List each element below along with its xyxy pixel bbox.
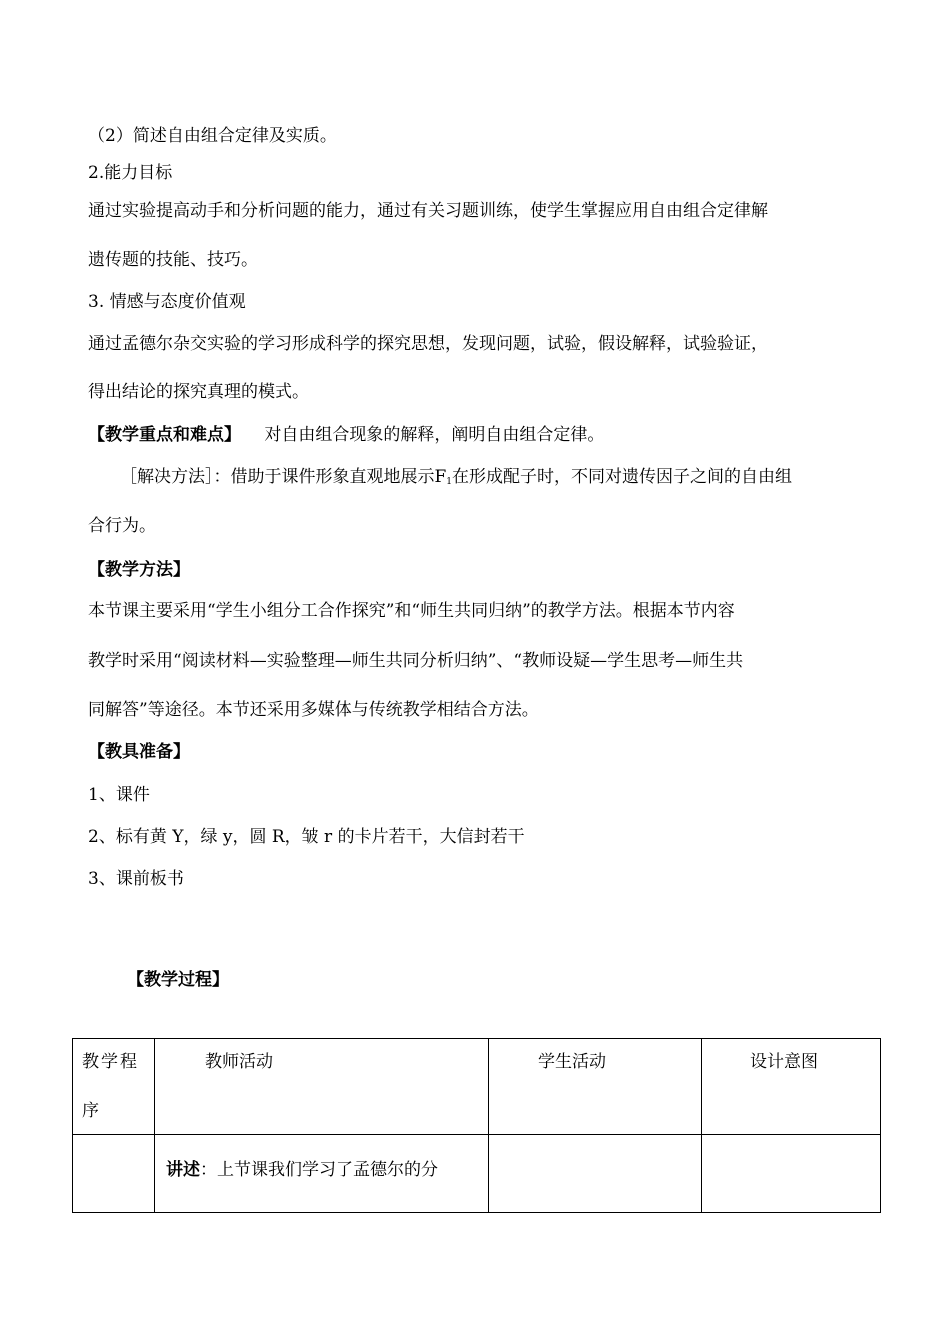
solution-subscript: 1 [446, 477, 453, 487]
emotion-text-line2: 得出结论的探究真理的模式。 [88, 382, 309, 402]
row1-design [702, 1135, 881, 1213]
materials-item-2: 2、标有黄 Y，绿 y，圆 R，皱 r 的卡片若干，大信封若干 [88, 827, 525, 847]
methods-line3: 同解答”等途径。本节还采用多媒体与传统教学相结合方法。 [88, 700, 539, 720]
materials-item-1: 1、课件 [88, 785, 150, 805]
materials-heading: 【教具准备】 [88, 742, 190, 762]
solution-suffix: 在形成配子时，不同对遗传因子之间的自由组 [452, 467, 793, 487]
process-heading: 【教学过程】 [127, 970, 229, 990]
ability-heading: 2.能力目标 [88, 163, 173, 183]
solution-line2: 合行为。 [88, 516, 156, 536]
row1-stage [73, 1135, 155, 1213]
header-stage [73, 1039, 155, 1135]
header-teacher [155, 1039, 489, 1135]
header-design-label: 设计意图 [750, 1052, 818, 1072]
header-stage-line1: 教学程 [82, 1052, 139, 1072]
ability-text-line1: 通过实验提高动手和分析问题的能力，通过有关习题训练，使学生掌握应用自由组合定律解 [88, 201, 768, 221]
header-student-label: 学生活动 [538, 1052, 606, 1072]
objective-item-2: （2）简述自由组合定律及实质。 [88, 126, 337, 146]
materials-item-3: 3、课前板书 [88, 869, 184, 889]
emotion-text-line1: 通过孟德尔杂交实验的学习形成科学的探究思想，发现问题，试验，假设解释，试验验证， [88, 334, 768, 354]
table-row [73, 1135, 881, 1213]
row1-student [489, 1135, 702, 1213]
header-teacher-label: 教师活动 [205, 1052, 273, 1072]
solution-prefix: ［解决方法］：借助于课件形象直观地展示F [120, 467, 447, 487]
header-stage-line2: 序 [82, 1101, 99, 1121]
table-header-row [73, 1039, 881, 1135]
emotion-heading: 3. 情感与态度价值观 [88, 292, 246, 312]
row1-teacher-text: ：上节课我们学习了孟德尔的分 [200, 1160, 438, 1180]
methods-line1: 本节课主要采用“学生小组分工合作探究”和“师生共同归纳”的教学方法。根据本节内容 [88, 601, 735, 621]
row1-teacher [155, 1135, 489, 1213]
row1-teacher-bold: 讲述 [166, 1160, 200, 1180]
key-points-text: 对自由组合现象的解释，阐明自由组合定律。 [264, 425, 605, 445]
solution-line1 [120, 469, 792, 487]
key-points-heading: 【教学重点和难点】 [88, 425, 241, 445]
ability-text-line2: 遗传题的技能、技巧。 [88, 250, 258, 270]
key-points-line [88, 427, 604, 444]
methods-line2: 教学时采用“阅读材料—实验整理—师生共同分析归纳”、“教师设疑—学生思考—师生共 [88, 651, 744, 671]
methods-heading: 【教学方法】 [88, 560, 190, 580]
process-table [72, 1038, 881, 1213]
